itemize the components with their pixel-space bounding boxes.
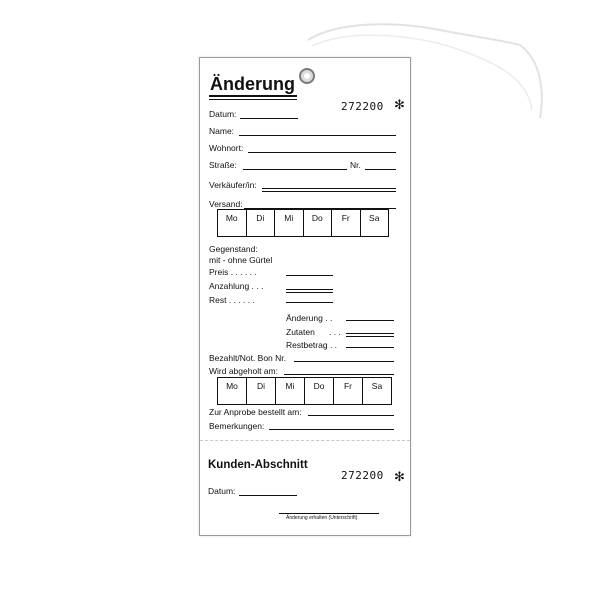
strasse-label: Straße: [209,160,237,170]
nr-label: Nr. [350,160,361,170]
nr-field[interactable] [365,169,396,170]
day-box-sa[interactable]: Sa [369,213,380,223]
bezahlt-label: Bezahlt/Not. Bon Nr. [209,353,287,363]
name-field[interactable] [239,135,396,136]
day-box-fr[interactable]: Fr [332,210,361,236]
day-box-do[interactable]: Do [304,210,333,236]
day-box-mi[interactable]: Mi [276,378,305,404]
wohnort-label: Wohnort: [209,143,244,153]
name-label: Name: [209,126,235,136]
preis-field[interactable] [286,275,333,276]
datum-label: Datum: [209,109,237,119]
rest-field[interactable] [286,302,333,303]
star-icon: ✻ [394,469,405,484]
anzahlung-label: Anzahlung . . . [209,281,264,291]
aenderung-price-label: Änderung . . [286,313,333,323]
day-box-di[interactable]: Di [247,378,276,404]
tag-eyelet [299,68,315,84]
title-underline [209,95,297,97]
zutaten-dots: . . . [329,327,341,337]
restbetrag-label: Restbetrag . . [286,340,338,350]
perforation-line[interactable] [200,440,410,441]
datum-field[interactable] [240,118,298,119]
bemerkungen-label: Bemerkungen: [209,421,265,431]
anzahlung-field[interactable] [286,289,333,293]
stub-ticket-number: 272200 [341,469,384,482]
stub-datum-field[interactable] [239,495,297,496]
guertel-label: mit - ohne Gürtel [209,255,273,265]
versand-label: Versand: [209,199,243,209]
abgeholt-label: Wird abgeholt am: [209,366,278,376]
anprobe-label: Zur Anprobe bestellt am: [209,407,302,417]
abgeholt-field[interactable] [284,374,394,375]
day-box-mo[interactable]: Mo [218,378,247,404]
zutaten-label: Zutaten [286,327,315,337]
star-icon: ✻ [394,97,405,112]
anprobe-field[interactable] [308,415,394,416]
aenderung-price-field[interactable] [346,320,394,321]
day-box-mo[interactable]: Mo [218,210,247,236]
bezahlt-field[interactable] [294,361,394,362]
day-box-sa[interactable]: Sa [371,381,383,391]
abholung-weekday-boxes [217,377,392,405]
day-box-do[interactable]: Do [305,378,334,404]
versand-weekday-boxes [217,209,389,237]
bemerkungen-field[interactable] [269,429,394,430]
preis-label: Preis . . . . . . [209,267,257,277]
stub-title: Kunden-Abschnitt [208,459,308,471]
gegenstand-label: Gegenstand: [209,244,258,254]
ticket-number: 272200 [341,100,384,113]
rest-label: Rest . . . . . . [209,295,255,305]
title-underline-thin [209,99,297,100]
zutaten-field[interactable] [346,333,394,337]
day-box-fr[interactable]: Fr [334,378,363,404]
stub-datum-label: Datum: [208,486,236,496]
signature-caption: Änderung erhalten (Unterschrift) [286,515,358,521]
form-title: Änderung [210,74,295,94]
alteration-tag [199,57,411,536]
verkaeufer-field[interactable] [262,188,396,192]
strasse-field[interactable] [243,169,347,170]
day-box-di[interactable]: Di [247,210,276,236]
verkaeufer-label: Verkäufer/in: [209,180,257,190]
day-box-mi[interactable]: Mi [275,210,304,236]
wohnort-field[interactable] [248,152,396,153]
signature-field[interactable] [279,513,379,514]
restbetrag-field[interactable] [346,347,394,348]
